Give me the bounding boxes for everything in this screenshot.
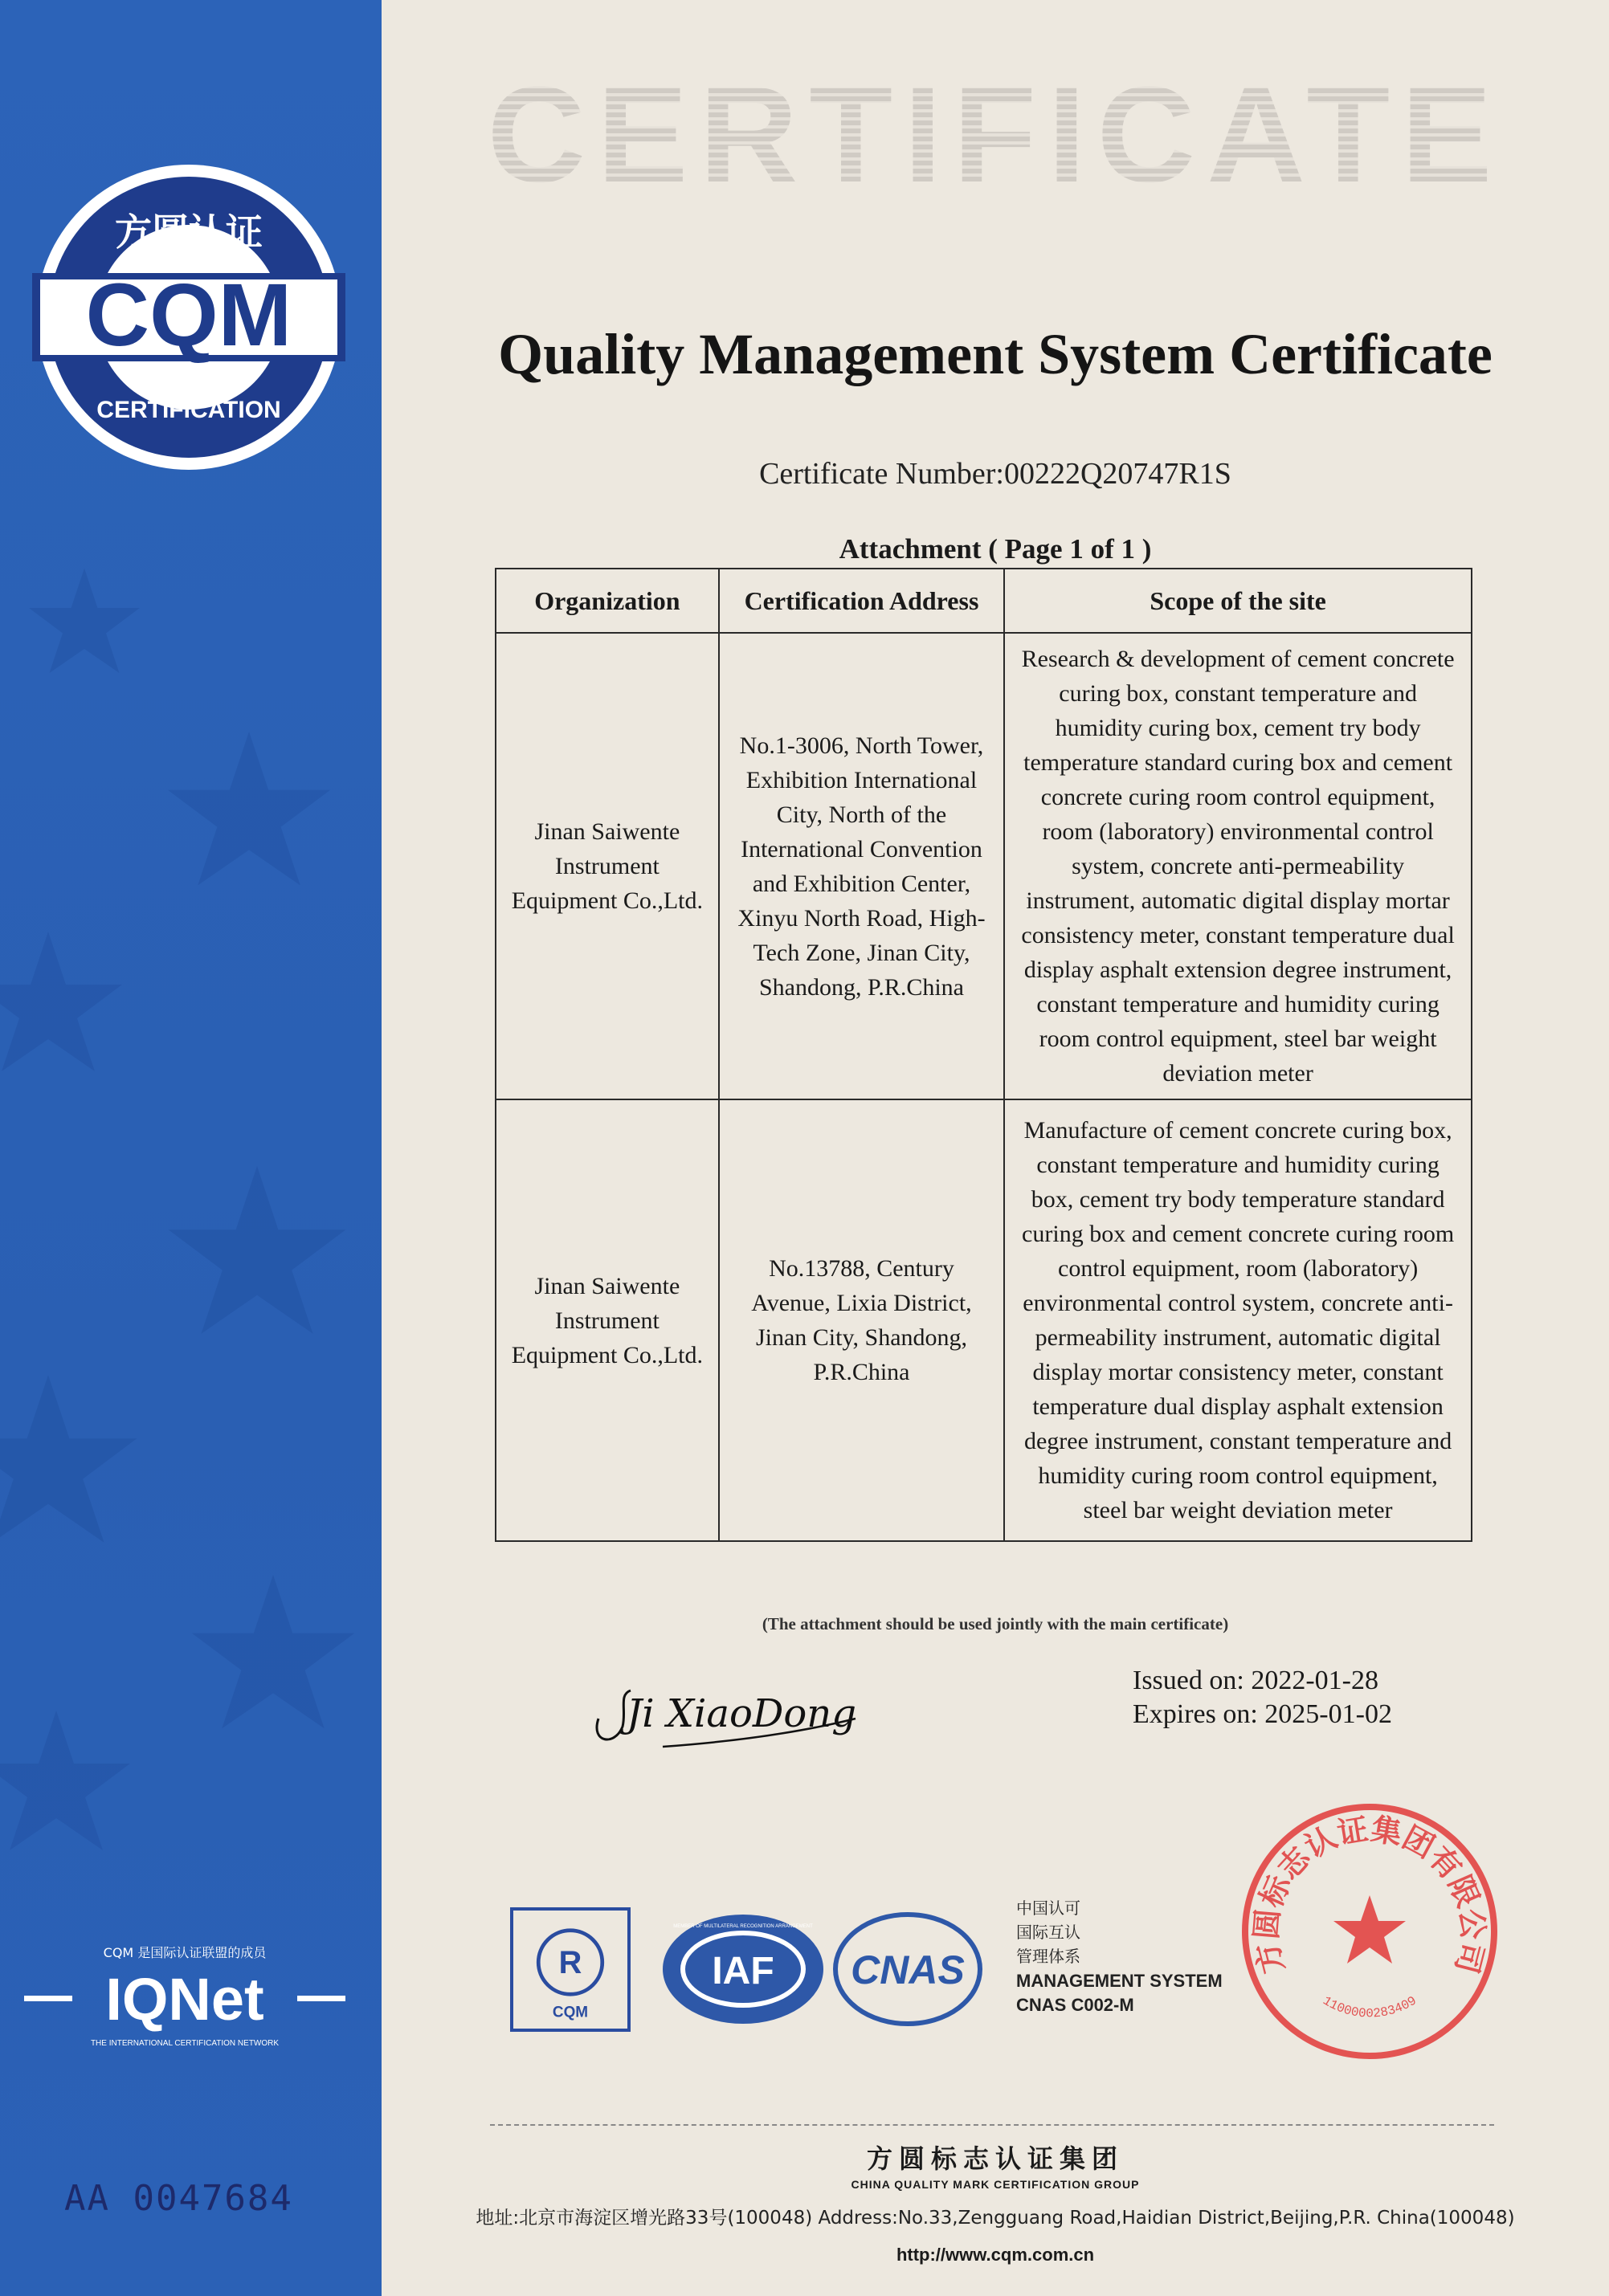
serial-number: AA 0047684 — [64, 2178, 293, 2219]
cqm-logo — [32, 161, 345, 474]
cnas-badge — [831, 1911, 984, 2028]
footer-address: 地址:北京市海淀区增光路33号(100048) Address:No.33,Zengguang Road,Haidian District,Beijing,P.R. China(100048) — [476, 2208, 1515, 2229]
footer-divider — [490, 2124, 1494, 2126]
footer-company-en: CHINA QUALITY MARK CERTIFICATION GROUP — [851, 2178, 1140, 2191]
cnas-description — [1016, 1897, 1223, 2017]
table-row — [496, 633, 1472, 1099]
address-cell: No.1-3006, North Tower, Exhibition International City, North of the International Convention and Exhibition Center, Xinyu North Road, High-Tech Zone, Jinan City, Shandong, P.R.China — [719, 633, 1004, 1099]
r-mark-letter: R — [558, 1944, 582, 1980]
r-mark-badge — [510, 1907, 631, 2032]
scope-cell: Manufacture of cement concrete curing box, constant temperature and humidity curing box, cement try body temperature standard curing box and cement concrete curing room control equipment, room (laboratory) environmental control system, concrete anti-permeability instrument, automatic digital display mortar consistency meter, constant temperature dual display asphalt extension degree instrument, constant temperature and humidity curing room control equipment, steel bar weight deviation meter — [1004, 1099, 1472, 1541]
expiry-date: Expires on: 2025-01-02 — [1133, 1699, 1392, 1729]
footer-url[interactable]: http://www.cqm.com.cn — [896, 2245, 1095, 2265]
cnas-en-line1: MANAGEMENT SYSTEM — [1016, 1971, 1223, 1991]
iqnet-subtitle: THE INTERNATIONAL CERTIFICATION NETWORK — [90, 2039, 280, 2048]
certificate-body — [382, 0, 1609, 2296]
validity-dates — [1133, 1664, 1392, 1731]
certificate-title: Quality Management System Certificate — [498, 322, 1493, 386]
star-icon — [24, 562, 145, 683]
seal-number: 1100000283409 — [1320, 1993, 1419, 2021]
logo-acronym: CQM — [85, 266, 292, 365]
signature — [582, 1670, 872, 1759]
star-icon — [185, 1566, 361, 1743]
sidebar-band — [0, 0, 382, 2296]
header-organization: Organization — [496, 569, 719, 633]
logo-ring-text: CERTIFICATION — [96, 397, 281, 423]
iaf-badge — [659, 1911, 827, 2028]
attachment-label: Attachment ( Page 1 of 1 ) — [839, 533, 1152, 565]
iaf-text: IAF — [712, 1950, 774, 1992]
certificate-number: Certificate Number:00222Q20747R1S — [759, 457, 1231, 491]
iqnet-logo — [16, 1939, 353, 2060]
cnas-text: CNAS — [851, 1947, 965, 1992]
seal-ring-text: 方圆标志认证集团有限公司 — [1248, 1811, 1492, 1977]
issued-date: Issued on: 2022-01-28 — [1133, 1666, 1378, 1695]
table-header-row — [496, 569, 1472, 633]
star-icon — [0, 924, 129, 1084]
cnas-cn-line3: 管理体系 — [1016, 1948, 1080, 1966]
star-icon — [0, 1365, 145, 1558]
iqnet-name: IQNet — [105, 1966, 264, 2033]
table-row — [496, 1099, 1472, 1541]
star-icon — [161, 723, 337, 899]
footer-company-cn: 方圆标志认证集团 — [866, 2143, 1124, 2174]
iaf-ring-text: MEMBER OF MULTILATERAL RECOGNITION ARRANGEMENT — [673, 1924, 813, 1929]
star-icon — [0, 1703, 137, 1863]
svg-text:1100000283409 — [1320, 1993, 1419, 2021]
cnas-cn-line1: 中国认可 — [1016, 1900, 1080, 1918]
cnas-cn-line2: 国际互认 — [1016, 1924, 1080, 1942]
signature-text: Ji XiaoDong — [627, 1691, 856, 1736]
scope-cell: Research & development of cement concrete curing box, constant temperature and humidity curing box, cement try body temperature standard curing box and cement concrete curing room control equipment, room (laboratory) environmental control system, concrete anti-permeability instrument, automatic digital display mortar consistency meter, constant temperature dual display asphalt extension degree instrument, constant temperature and humidity curing room control equipment, steel bar weight deviation meter — [1004, 633, 1472, 1099]
seal-star-icon — [1333, 1895, 1406, 1964]
header-scope: Scope of the site — [1004, 569, 1472, 633]
attachment-note: (The attachment should be used jointly with the main certificate) — [762, 1614, 1229, 1633]
address-cell: No.13788, Century Avenue, Lixia District, Jinan City, Shandong, P.R.China — [719, 1099, 1004, 1541]
star-icon — [161, 1156, 353, 1349]
organization-cell: Jinan Saiwente Instrument Equipment Co.,Ltd. — [496, 1099, 719, 1541]
company-seal — [1237, 1799, 1502, 2064]
header-address: Certification Address — [719, 569, 1004, 633]
r-mark-sub: CQM — [552, 2004, 589, 2021]
cnas-en-line2: CNAS C002-M — [1016, 1995, 1134, 2015]
logo-chinese-name: 方圆认证 — [115, 210, 263, 254]
organization-cell: Jinan Saiwente Instrument Equipment Co.,Ltd. — [496, 633, 719, 1099]
watermark-title: CERTIFICATE — [382, 56, 1609, 214]
iqnet-member-text: CQM 是国际认证联盟的成员 — [103, 1945, 267, 1960]
scope-table — [495, 568, 1472, 1542]
